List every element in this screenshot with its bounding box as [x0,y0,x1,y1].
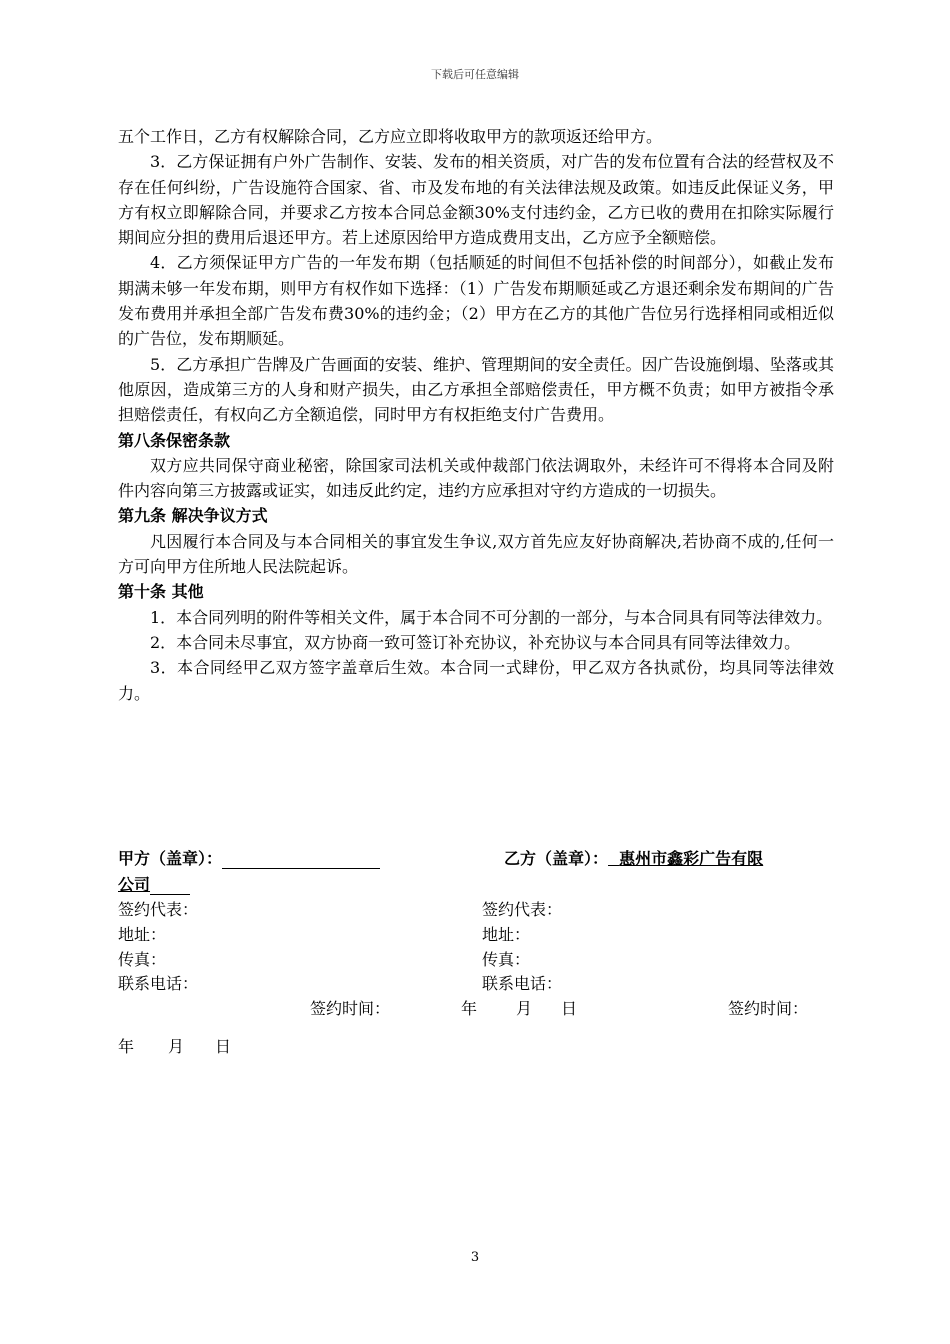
contract-body [118,124,834,706]
party-a-block [118,846,380,869]
party-a-fax-label: 传真： [118,950,167,969]
party-b-name-line2: 公司 [118,875,151,894]
party-b-month: 月 [168,1037,185,1056]
paragraph: 1．本合同列明的附件等相关文件，属于本合同不可分割的一部分，与本合同具有同等法律效力。 [150,607,833,627]
section-heading-9: 第九条 解决争议方式 [118,506,268,526]
paragraph: 双方应共同保守商业秘密，除国家司法机关或仲裁部门依法调取外，未经许可不得将本合同及附件内容向第三方披露或证实，如违反此约定，违约方应承担对守约方造成的一切损失。 [118,455,834,501]
party-a-year: 年 [461,999,478,1018]
party-a-address-label: 地址： [118,925,167,944]
party-a-phone-label: 联系电话： [118,974,199,993]
party-b-label: 乙方（盖章）： [504,849,609,868]
paragraph: 凡因履行本合同及与本合同相关的事宜发生争议,双方首先应友好协商解决,若协商不成的,任何一方可向甲方住所地人民法院起诉。 [118,531,834,577]
section-heading-10: 第十条 其他 [118,582,204,602]
page-header: 下载后可任意编辑 [431,68,519,81]
page-number: 3 [470,1250,480,1265]
section-heading-8: 第八条保密条款 [118,430,231,450]
party-a-blank [222,850,380,869]
party-b-name-continued [118,872,834,895]
party-b-address-label: 地址： [482,925,531,944]
party-a-label: 甲方（盖章）： [118,849,223,868]
party-a-rep-label: 签约代表： [118,900,199,919]
paragraph: 2．本合同未尽事宜，双方协商一致可签订补充协议，补充协议与本合同具有同等法律效力。 [150,632,801,652]
party-b-name-tail [150,876,190,895]
paragraph: 5．乙方承担广告牌及广告画面的安装、维护、管理期间的安全责任。因广告设施倒塌、坠落或其他原因，造成第三方的人身和财产损失，由乙方承担全部赔偿责任，甲方概不负责；如甲方被指令承担赔偿责任，有权向乙方全额追偿，同时甲方有权拒绝支付广告费用。 [118,354,834,425]
party-b-name: 惠州市鑫彩广告有限 [619,849,764,868]
party-b-fax-label: 传真： [482,950,531,969]
party-b-rep-label: 签约代表： [482,900,563,919]
party-a-month: 月 [516,999,533,1018]
party-a-day: 日 [561,999,578,1018]
party-b-year: 年 [118,1037,135,1056]
party-b-phone-label: 联系电话： [482,974,563,993]
paragraph: 4．乙方须保证甲方广告的一年发布期（包括顺延的时间但不包括补偿的时间部分），如截止发布期满未够一年发布期，则甲方有权作如下选择：（1）广告发布期顺延或乙方退还剩余发布期间的广告发布费用并承担全部广告发布费30%的违约金；（2）甲方在乙方的其他广告位另行选择相同或相近似的广告位，发布期顺延。 [118,253,834,349]
party-b-sign-time-label: 签约时间： [728,999,809,1018]
party-a-sign-time-label: 签约时间： [310,999,391,1018]
paragraph: 3．本合同经甲乙双方签字盖章后生效。本合同一式肆份，甲乙双方各执贰份，均具同等法律效力。 [118,658,834,703]
party-b-block [504,846,763,869]
paragraph: 3．乙方保证拥有户外广告制作、安装、发布的相关资质，对广告的发布位置有合法的经营权及不存在任何纠纷，广告设施符合国家、省、市及发布地的有关法律法规及政策。如违反此保证义务，甲方有权立即解除合同，并要求乙方按本合同总金额30%支付违约金，乙方已收的费用在扣除实际履行期间应分担的费用后退还甲方。若上述原因给甲方造成费用支出，乙方应予全额赔偿。 [118,152,834,248]
party-b-day: 日 [215,1037,232,1056]
paragraph: 五个工作日，乙方有权解除合同，乙方应立即将收取甲方的款项返还给甲方。 [118,127,663,146]
